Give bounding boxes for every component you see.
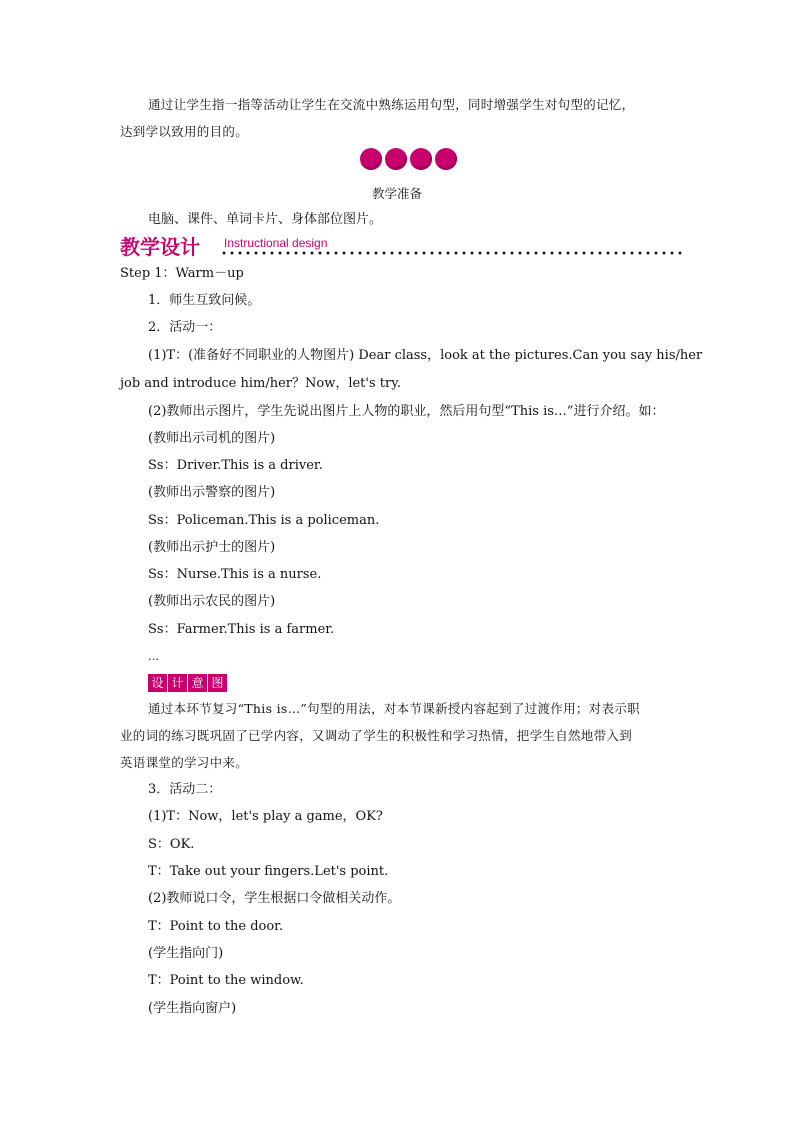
prep-title: 教学准备 — [371, 186, 422, 201]
activity1-p1-line-1: (1)T：(准备好不同职业的人物图片) Dear class，look at the pictures.Can you say his/her — [148, 348, 703, 363]
design-title-cn: 教学设计 — [120, 235, 200, 259]
activity1-p1-line-2: job and introduce him/her？Now，let's try. — [120, 376, 401, 391]
design-section-heading — [120, 234, 682, 262]
direction-police: (教师出示警察的图片) — [148, 485, 276, 500]
step1-item-1: 1．师生互致问候。 — [148, 293, 261, 308]
activity2-line-3: T：Take out your fingers.Let's point. — [148, 864, 389, 879]
direction-driver: (教师出示司机的图片) — [148, 431, 276, 446]
activity2-line-2: S：OK. — [148, 837, 195, 852]
step1-heading: Step 1：Warm－up — [120, 266, 244, 281]
intent-line-3: 英语课堂的学习中来。 — [120, 755, 249, 770]
purpose-line-1: 通过让学生指一指等活动让学生在交流中熟练运用句型，同时增强学生对句型的记忆， — [148, 97, 635, 112]
students-nurse: Ss：Nurse.This is a nurse. — [148, 567, 322, 582]
purpose-line-2: 达到学以致用的目的。 — [120, 124, 249, 139]
students-police: Ss：Policeman.This is a policeman. — [148, 513, 380, 528]
activity2-line-5: T：Point to the door. — [148, 919, 284, 934]
direction-nurse: (教师出示护士的图片) — [148, 540, 276, 555]
activity2-line-6: (学生指向门) — [148, 946, 224, 961]
step1-item-2: 2．活动一： — [148, 320, 222, 335]
intent-line-2: 业的词的练习既巩固了已学内容，又调动了学生的积极性和学习热情，把学生自然地带入到 — [120, 728, 633, 743]
activity1-p2: (2)教师出示图片，学生先说出图片上人物的职业，然后用句型“This is…”进行介绍。如： — [148, 404, 665, 419]
direction-farmer: (教师出示农民的图片) — [148, 594, 276, 609]
intent-line-1: 通过本环节复习“This is…”句型的用法，对本节课新授内容起到了过渡作用；对表示职 — [148, 701, 640, 716]
activity2-line-1: (1)T：Now，let's play a game，OK? — [148, 809, 383, 824]
design-intent-badge — [148, 672, 228, 690]
prep-circles-decoration — [360, 148, 460, 174]
dotted-divider — [220, 251, 682, 255]
intent-char: 设 — [148, 674, 167, 692]
ellipsis: … — [148, 650, 159, 663]
circle-icon — [385, 148, 407, 170]
intent-char: 意 — [188, 674, 207, 692]
circle-icon — [360, 148, 382, 170]
activity2-line-8: (学生指向窗户) — [148, 1001, 237, 1016]
students-driver: Ss：Driver.This is a driver. — [148, 458, 323, 473]
activity2-heading: 3．活动二： — [148, 782, 222, 797]
circle-icon — [410, 148, 432, 170]
activity2-line-4: (2)教师说口令，学生根据口令做相关动作。 — [148, 891, 401, 906]
intent-char: 计 — [168, 674, 187, 692]
prep-items: 电脑、课件、单词卡片、身体部位图片。 — [148, 212, 383, 227]
activity2-line-7: T：Point to the window. — [148, 973, 304, 988]
intent-char: 图 — [208, 674, 227, 692]
students-farmer: Ss：Farmer.This is a farmer. — [148, 622, 335, 637]
circle-icon — [435, 148, 457, 170]
design-title-en: Instructional design — [224, 236, 328, 250]
